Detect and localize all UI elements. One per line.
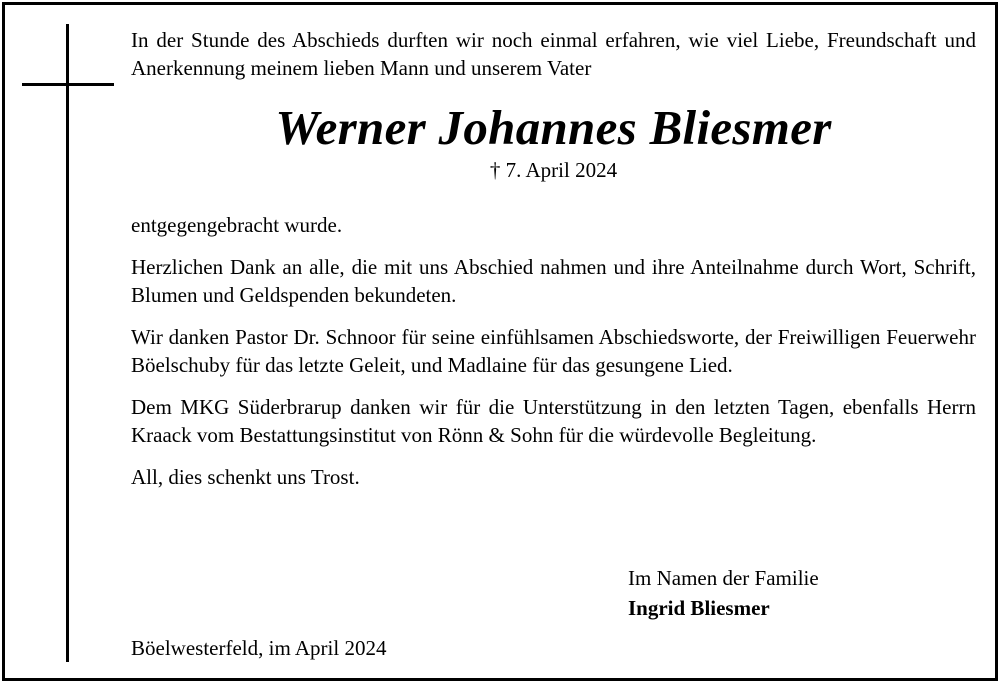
paragraph: Wir danken Pastor Dr. Schnoor für seine einfühlsamen Abschiedsworte, der Freiwilligen Feuerwehr Böelschuby für das letzte Geleit, und Madlaine für das gesungene Lied. [131,325,976,377]
cross-horizontal-bar [22,83,114,86]
intro-text: In der Stunde des Abschieds durften wir noch einmal erfahren, wie viel Liebe, Freundschaft und Anerkennung meinem lieben Mann und unserem Vater [131,28,976,80]
paragraph: Dem MKG Süderbrarup danken wir für die Unterstützung in den letzten Tagen, ebenfalls Herrn Kraack vom Bestattungsinstitut von Rönn & Sohn für die würdevolle Begleitung. [131,395,976,447]
paragraph: All, dies schenkt uns Trost. [131,465,360,489]
deceased-name: Werner Johannes Bliesmer [275,100,832,155]
notice-body [131,26,976,491]
death-date: † 7. April 2024 [489,158,618,182]
paragraph: entgegengebracht wurde. [131,213,343,237]
paragraph: Herzlichen Dank an alle, die mit uns Abschied nahmen und ihre Anteilnahme durch Wort, Schrift, Blumen und Geldspenden bekundeten. [131,255,976,307]
signature-block [628,563,819,623]
cross-vertical-bar [66,24,69,662]
signer-name: Ingrid Bliesmer [628,596,770,620]
place-date: Böelwesterfeld, im April 2024 [131,636,387,660]
signature-line: Im Namen der Familie [628,566,819,590]
